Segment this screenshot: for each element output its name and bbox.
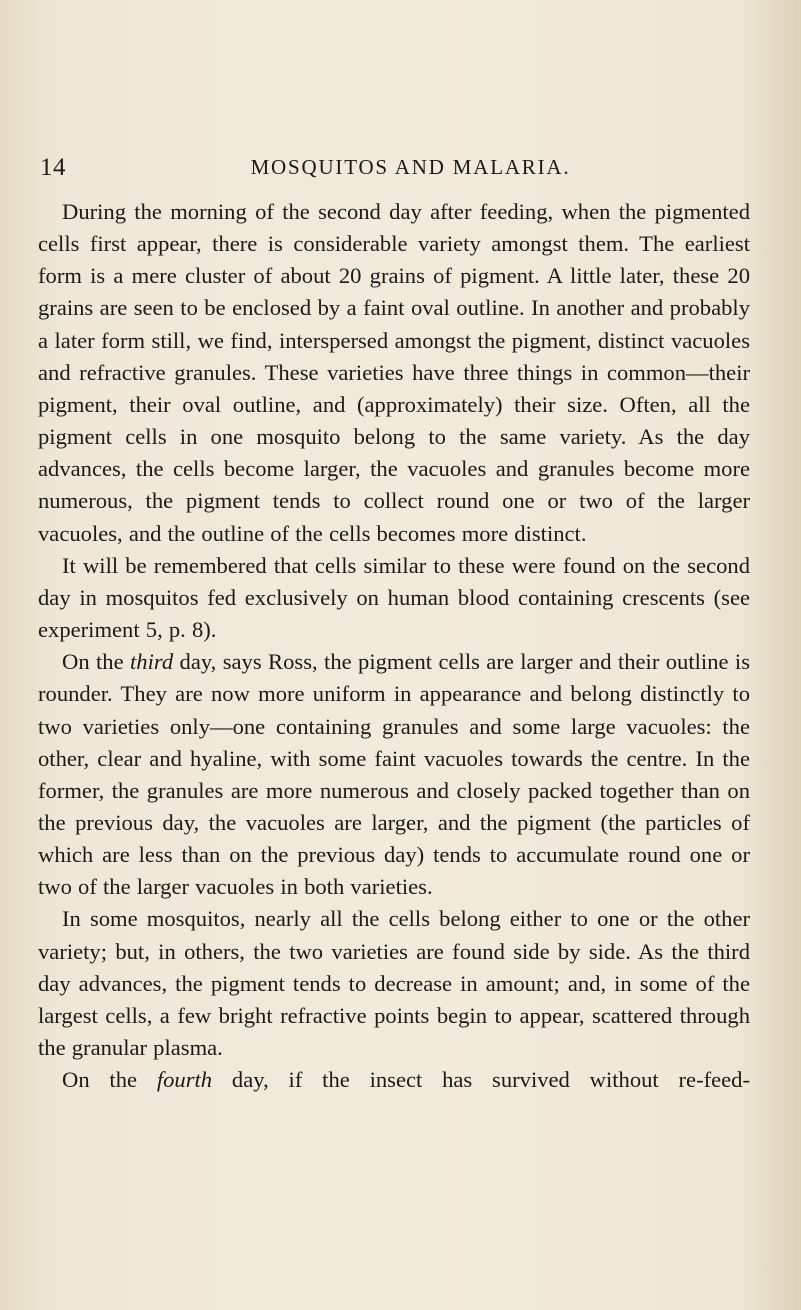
- emphasis-fourth: fourth: [156, 1067, 213, 1093]
- emphasis-third: third: [130, 649, 174, 675]
- body-text: [38, 196, 750, 1096]
- paragraph-third-day: [38, 646, 750, 903]
- paragraph-lead: On the: [62, 649, 131, 675]
- paragraph-fourth-day: [38, 1064, 750, 1096]
- page-number: 14: [40, 154, 66, 181]
- running-title: MOSQUITOS AND MALARIA.: [250, 155, 571, 179]
- paragraph-body: day, if the insect has survived without re-feed-: [212, 1067, 750, 1093]
- paragraph-lead: On the: [62, 1067, 157, 1093]
- paragraph-varieties: In some mosquitos, nearly all the cells belong either to one or the other variety; but, in others, the two varieties are found side by side. As the third day advances, the pigment tends to decrease in amount; and, in some of the largest cells, a few bright refractive points begin to appear, scattered through the granular plasma.: [38, 906, 750, 1061]
- paragraph-body: day, says Ross, the pigment cells are larger and their outline is rounder. They are now more uniform in appearance and belong distinctly to two varieties only—one containing granules and some large vacuoles: the other, clear and hyaline, with some faint vacuoles towards the centre. In the former, the granules are more numerous and closely packed together than on the previous day, the vacuoles are larger, and the pigment (the particles of which are less than on the previous day) tends to accumulate round one or two of the larger vacuoles in both varieties.: [38, 649, 750, 900]
- paragraph-crescents: It will be remembered that cells similar to these were found on the second day in mosquitos fed exclusively on human blood containing crescents (see experiment 5, p. 8).: [38, 552, 750, 643]
- paragraph-second-day: During the morning of the second day after feeding, when the pigmented cells first appear, there is considerable variety amongst them. The earliest form is a mere cluster of about 20 grains of pigment. A little later, these 20 grains are seen to be enclosed by a faint oval outline. In another and probably a later form still, we find, interspersed amongst the pigment, distinct vacuoles and refractive granules. These varieties have three things in common—their pigment, their oval outline, and (approximately) their size. Often, all the pigment cells in one mosquito belong to the same variety. As the day advances, the cells become larger, the vacuoles and granules become more numerous, the pigment tends to collect round one or two of the larger vacuoles, and the outline of the cells becomes more distinct.: [38, 199, 750, 546]
